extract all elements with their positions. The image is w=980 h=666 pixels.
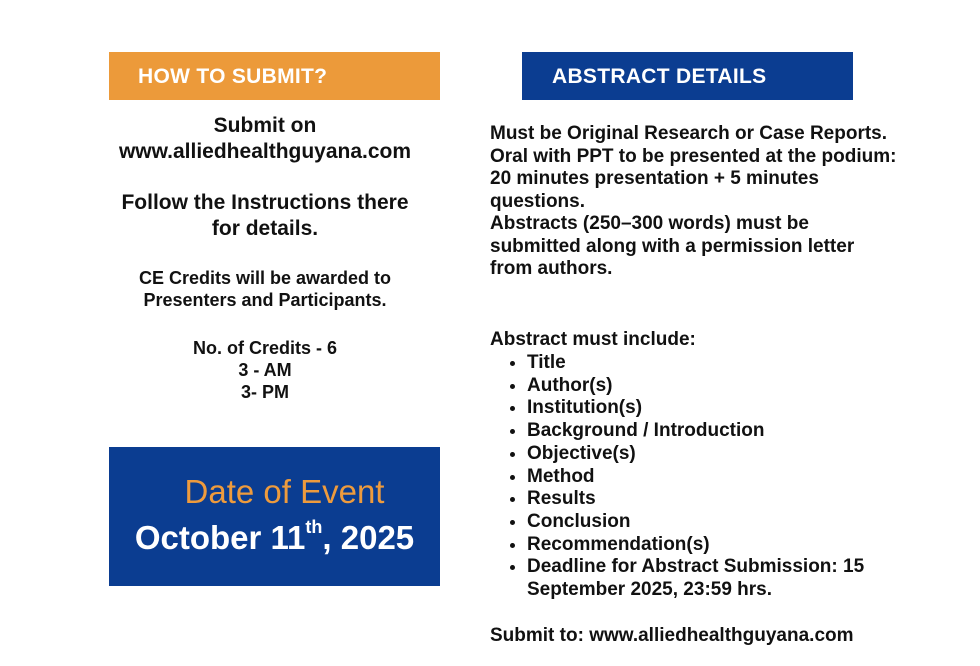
list-item: • Title xyxy=(527,352,947,375)
include-list xyxy=(490,352,947,602)
submit-on-block xyxy=(95,113,435,165)
abstract-details-banner xyxy=(522,52,853,100)
submit-website: www.alliedhealthguyana.com xyxy=(118,140,412,163)
event-date-year: , 2025 xyxy=(322,519,415,556)
list-item: • Results xyxy=(527,488,947,511)
how-to-submit-title: HOW TO SUBMIT? xyxy=(138,65,328,88)
requirement-line-5: Abstracts (250–300 words) must be xyxy=(490,213,809,234)
ce-credits-block xyxy=(95,267,435,311)
list-item: • Method xyxy=(527,466,947,489)
include-heading: Abstract must include: xyxy=(490,329,696,350)
requirement-line-4: questions. xyxy=(490,190,586,212)
event-date-ordinal: th xyxy=(305,517,323,537)
credits-am: 3 - AM xyxy=(238,360,292,380)
event-date-month-day: October 11 xyxy=(134,519,306,556)
credits-count-block xyxy=(95,337,435,403)
follow-instructions-block xyxy=(95,190,435,242)
list-item: • Deadline for Abstract Submission: 15 September 2025, 23:59 hrs. xyxy=(527,556,947,601)
list-item: • Recommendation(s) xyxy=(527,534,947,557)
follow-line-2: for details. xyxy=(211,217,319,240)
list-item: • Objective(s) xyxy=(527,443,947,466)
submit-on-line: Submit on xyxy=(213,114,317,137)
requirement-line-2: Oral with PPT to be presented at the podium: xyxy=(490,145,897,167)
abstract-requirements xyxy=(490,123,940,281)
list-item: • Institution(s) xyxy=(527,397,947,420)
requirement-line-7: from authors. xyxy=(490,258,613,279)
event-date-value xyxy=(109,519,440,557)
list-item: • Conclusion xyxy=(527,511,947,534)
follow-line-1: Follow the Instructions there xyxy=(121,191,409,214)
how-to-submit-banner xyxy=(109,52,440,100)
list-item: • Background / Introduction xyxy=(527,420,947,443)
ce-line-2: Presenters and Participants. xyxy=(143,290,387,310)
credits-pm: 3- PM xyxy=(240,382,289,402)
ce-line-1: CE Credits will be awarded to xyxy=(138,268,392,288)
requirement-line-3: 20 minutes presentation + 5 minutes xyxy=(490,168,819,189)
requirement-line-6: submitted along with a permission letter xyxy=(490,235,855,257)
submit-to-line: Submit to: www.alliedhealthguyana.com xyxy=(490,625,854,646)
event-date-label: Date of Event xyxy=(184,473,385,510)
credits-total: No. of Credits - 6 xyxy=(192,338,337,358)
abstract-details-title: ABSTRACT DETAILS xyxy=(552,65,767,88)
event-date-box xyxy=(109,447,440,586)
list-item: • Author(s) xyxy=(527,375,947,398)
requirement-line-1: Must be Original Research or Case Reports. xyxy=(490,123,888,144)
